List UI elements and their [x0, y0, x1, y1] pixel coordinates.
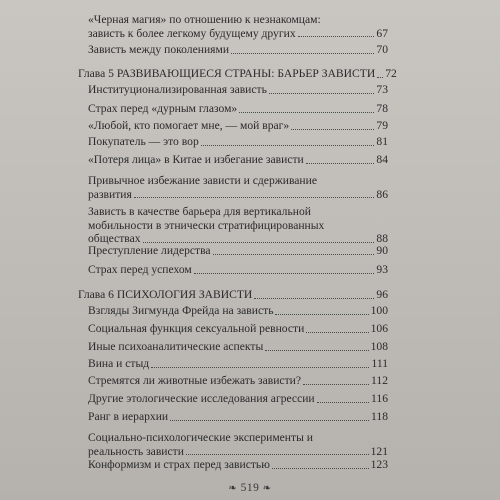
toc-entry-title: Социальная функция сексуальной ревности [88, 322, 305, 335]
toc-section-entry [88, 374, 388, 388]
leader-dots [317, 402, 369, 403]
toc-entry-title: Ранг в иерархии [88, 410, 169, 423]
leader-dots [201, 145, 375, 146]
toc-entry-title: Социально-психологические эксперименты и [88, 431, 313, 444]
toc-section-entry [88, 174, 388, 201]
toc-entry-title: Другие этологические исследования агрессии [88, 392, 315, 405]
toc-page-number: 118 [371, 410, 388, 423]
toc-entry-title: Стремятся ли животные избежать зависти? [88, 374, 301, 387]
toc-page-number: 73 [376, 83, 388, 96]
toc-page-number: 79 [376, 119, 388, 132]
toc-page-number: 78 [376, 102, 388, 115]
right-ornament-icon: ❧ [262, 483, 272, 494]
toc-entry-title: Иные психоаналитические аспекты [88, 340, 264, 353]
leader-dots [303, 384, 369, 385]
toc-page-number: 123 [370, 458, 388, 471]
toc-entry-title: Зависть в качестве барьера для вертикальной [88, 205, 311, 218]
toc-entry-title: зависть к более легкому будущему других [88, 26, 296, 40]
toc-entry-title: «Черная магия» по отношению к незнакомцам: [88, 13, 321, 26]
leader-dots [231, 53, 374, 54]
leader-dots [291, 129, 374, 130]
leader-dots [151, 367, 369, 368]
toc-entry-title: Конформизм и страх перед завистью [88, 458, 270, 471]
leader-dots [254, 298, 374, 299]
toc-page-number: 72 [385, 67, 397, 80]
toc-section-entry [88, 392, 388, 406]
toc-entry-title: Зависть между поколениями [88, 43, 230, 56]
toc-section-entry [88, 205, 388, 246]
toc-page-number: 88 [376, 232, 388, 245]
toc-section-entry [88, 263, 388, 277]
toc-entry-title: обществах [88, 232, 141, 245]
toc-page-number: 90 [376, 244, 388, 257]
toc-page-number: 70 [376, 43, 388, 56]
toc-entry-title: мобильности в этнически стратифицированных [88, 218, 325, 232]
page-number-value: 519 [240, 482, 260, 494]
toc-page-number: 96 [376, 288, 388, 301]
toc-page-number: 81 [376, 135, 388, 148]
toc-entry-title: Привычное избежание зависти и сдерживание [88, 174, 317, 187]
toc-entry-title: Вина и стыд [88, 357, 150, 370]
toc-section-entry [88, 153, 388, 167]
toc-entry-title: Глава 5 РАЗВИВАЮЩИЕСЯ СТРАНЫ: БАРЬЕР ЗАВИСТИ [78, 67, 376, 80]
toc-section-entry [88, 458, 388, 472]
toc-chapter-entry [78, 288, 388, 302]
toc-section-entry [88, 322, 388, 336]
toc-section-entry [88, 43, 388, 57]
toc-section-entry [88, 431, 388, 458]
toc-page-number: 121 [370, 444, 388, 458]
leader-dots [213, 254, 375, 255]
toc-section-entry [88, 119, 388, 133]
toc-page-number: 111 [371, 357, 388, 370]
left-ornament-icon: ❧ [228, 483, 238, 494]
toc-page-number: 84 [376, 153, 388, 166]
toc-section-entry [88, 304, 388, 318]
toc-entry-title: Страх перед «дурным глазом» [88, 102, 238, 115]
toc-entry-title: Покупатель — это вор [88, 135, 199, 148]
toc-section-entry [88, 410, 388, 424]
toc-section-entry [88, 13, 388, 40]
toc-page-number: 93 [376, 263, 388, 276]
leader-dots [306, 332, 368, 333]
toc-entry-title: «Потеря лица» в Китае и избегание зависти [88, 153, 304, 166]
toc-chapter-entry [78, 67, 397, 81]
toc-page-number: 112 [371, 374, 388, 387]
leader-dots [194, 273, 375, 274]
toc-page-number: 116 [371, 392, 388, 405]
leader-dots [143, 242, 375, 243]
toc-entry-title: «Любой, кто помогает мне, — мой враг» [88, 119, 290, 132]
leader-dots [134, 197, 375, 198]
toc-entry-title: Взгляды Зигмунда Фрейда на зависть [88, 304, 274, 317]
page-number [0, 482, 500, 494]
toc-entry-title: Страх перед успехом [88, 263, 192, 276]
leader-dots [265, 350, 368, 351]
toc-entry-title: реальность зависти [88, 444, 184, 458]
toc-section-entry [88, 357, 388, 371]
toc-entry-title: Глава 6 ПСИХОЛОГИЯ ЗАВИСТИ [78, 288, 253, 301]
toc-page-number: 86 [376, 187, 388, 201]
leader-dots [298, 36, 375, 37]
leader-dots [170, 420, 369, 421]
toc-section-entry [88, 83, 388, 97]
toc-entry-title: Институционализированная зависть [88, 83, 267, 96]
toc-section-entry [88, 102, 388, 116]
toc-section-entry [88, 135, 388, 149]
leader-dots [186, 454, 369, 455]
leader-dots [275, 314, 368, 315]
toc-entry-title: Преступление лидерства [88, 244, 211, 257]
toc-section-entry [88, 244, 388, 258]
toc-page-number: 106 [370, 322, 388, 335]
toc-section-entry [88, 340, 388, 354]
toc-page-number: 67 [376, 26, 388, 40]
leader-dots [272, 468, 369, 469]
toc-page-number: 108 [370, 340, 388, 353]
toc-page-number: 100 [370, 304, 388, 317]
leader-dots [269, 93, 375, 94]
leader-dots [306, 163, 375, 164]
leader-dots [377, 77, 383, 78]
toc-entry-title: развития [88, 187, 132, 201]
leader-dots [239, 112, 374, 113]
